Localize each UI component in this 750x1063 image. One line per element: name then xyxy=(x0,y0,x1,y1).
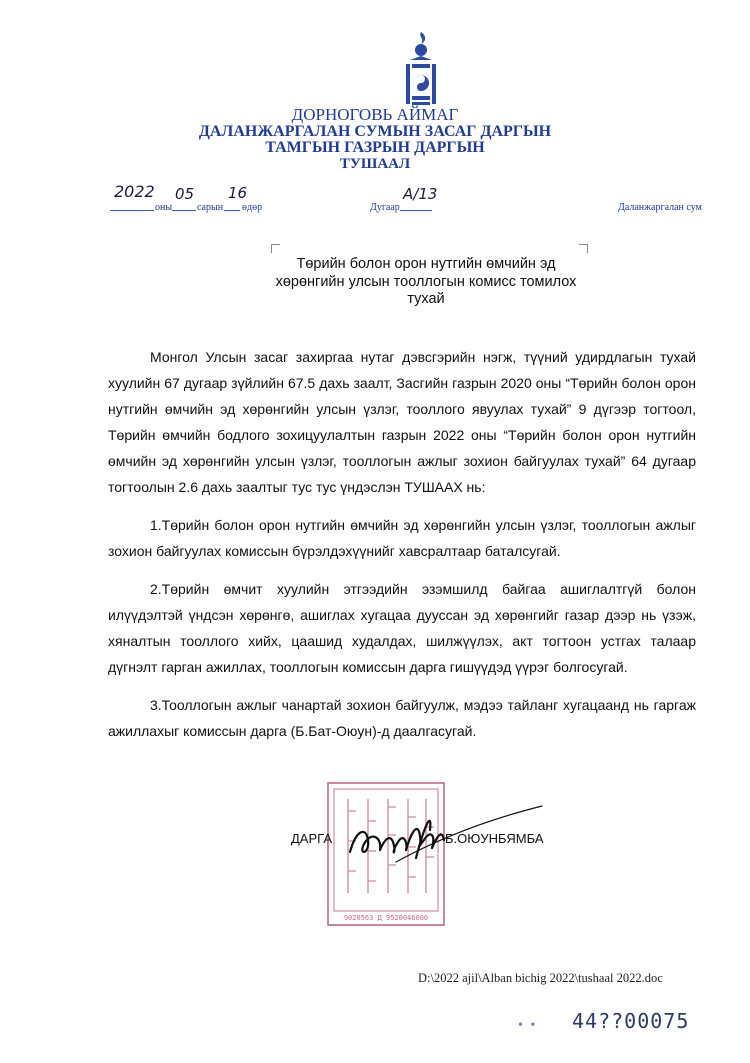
document-subject: Төрийн болон орон нутгийн өмчийн эд хөрөнгийн улсын тооллогын комисс томилох тухай xyxy=(275,256,577,307)
serial-number: 44??00075 xyxy=(572,1009,690,1033)
subject-corner-left xyxy=(271,244,280,253)
body-intro: Монгол Улсын засаг захиргаа нутаг дэвсгэрийн нэгж, түүний удирдлагын тухай хуулийн 67 дугаар зүйлийн 67.5 дахь заалт, Засгийн газрын 2020 оны “Төрийн болон орон нутгийн өмчийн эд хөрөнгийн улсын үзлэг, тооллого явуулах тухай” 9 дүгээр тогтоол, Төрийн өмчийн бодлого зохицуулалтын газрын 2022 оны “Төрийн болон орон нутгийн өмчийн эд хөрөнгийн улсын үзлэг, тооллогын ажлыг зохион байгуулах тухай” 64 дугаар тогтоолын 2.6 дахь заалтыг тус тус үндэслэн ТУШААХ нь: xyxy=(108,349,696,495)
date-year-value: 2022 xyxy=(114,182,155,201)
document-place: Даланжаргалан сум xyxy=(618,202,702,213)
body-item-1: 1.Төрийн болон орон нутгийн өмчийн эд хөрөнгийн улсын үзлэг, тооллогын ажлыг зохион байгуулах комиссын бүрэлдэхүүнийг хавсралтаар баталсугай. xyxy=(108,517,696,559)
signatory-name: Б.ОЮУНБЯМБА xyxy=(445,831,544,846)
svg-text:9020563 Д 9520046000: 9020563 Д 9520046000 xyxy=(343,914,429,922)
subject-corner-right xyxy=(579,244,588,253)
soyombo-emblem-icon xyxy=(398,30,444,108)
document-type: ТУШААЛ xyxy=(339,156,411,172)
body-item-3: 3.Тооллогын ажлыг чанартай зохион байгуулж, мэдээ тайланг хугацаанд нь гаргаж ажиллахыг комиссын дарга (Б.Бат-Оюун)-д даалгасугай. xyxy=(108,697,696,739)
file-path: D:\2022 ajil\Alban bichig 2022\tushaal 2022.doc xyxy=(418,971,663,985)
date-year-label: оны xyxy=(155,202,173,213)
date-day-label: өдөр xyxy=(242,202,263,213)
document-body xyxy=(108,344,696,756)
date-day-value: 16 xyxy=(228,184,248,202)
signatory-title: ДАРГА xyxy=(291,831,332,846)
document-number-value: А/13 xyxy=(403,185,438,203)
footer-dots: • • xyxy=(518,1018,538,1033)
organization-office: ТАМГЫН ГАЗРЫН ДАРГЫН xyxy=(265,139,485,156)
date-day-underline xyxy=(224,210,240,211)
date-year-underline xyxy=(110,210,154,211)
date-month-label: сарын xyxy=(197,202,224,213)
date-month-underline xyxy=(172,210,196,211)
document-number-label: Дугаар xyxy=(370,202,400,213)
date-month-value: 05 xyxy=(175,185,195,203)
body-item-2: 2.Төрийн өмчит хуулийн этгээдийн эзэмшилд байгаа ашиглалтгүй болон илүүдэлтэй үндсэн хөрөнгө, ашиглах хугацаа дууссан эд хөрөнгийг газар дээр нь үзэж, хяналтын тооллого хийх, цаашид худалдах, шилжүүлэх, акт тогтоон устгах талаар дүгнэлт гарган ажиллах, тооллогын комиссын дарга гишүүдэд үүрэг болгосугай. xyxy=(108,581,696,675)
organization-province: ДОРНОГОВЬ АЙМАГ xyxy=(291,105,459,124)
document-number-underline xyxy=(400,210,432,211)
organization-governor: ДАЛАНЖАРГАЛАН СУМЫН ЗАСАГ ДАРГЫН xyxy=(198,123,552,140)
